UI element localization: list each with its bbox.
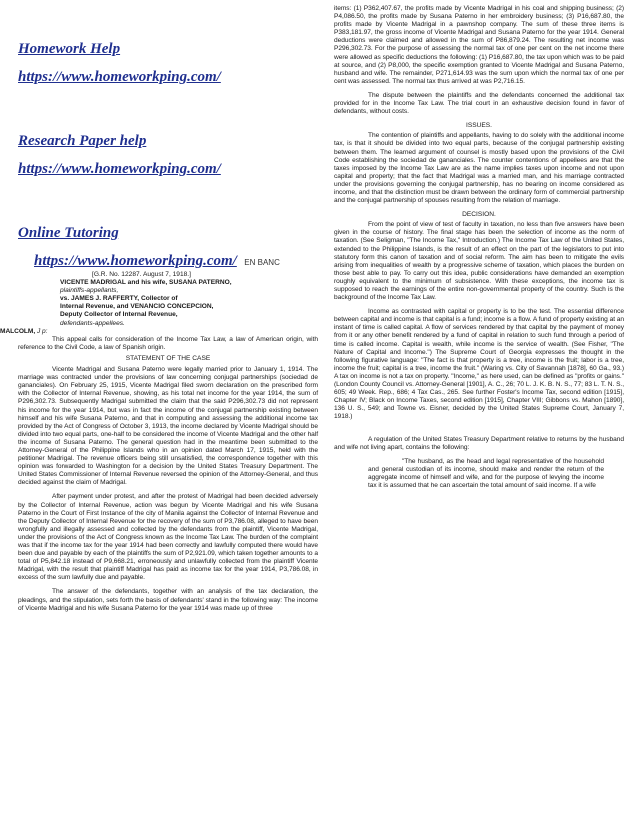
case-parties [60, 279, 318, 328]
regulation-quote: "The husband, as the head and legal representative of the household and general custodian of its income, should make and render the return of the aggregate income of himself and wife, and for the purpose of levying the income tax it is assumed that he can ascertain the total amount of said income. If a wife [368, 457, 604, 489]
homework-url-link-2[interactable]: https://www.homeworkping.com/ [18, 161, 221, 177]
homework-help-link[interactable]: Homework Help [18, 41, 121, 57]
homework-url-row [34, 252, 318, 270]
statement-paragraph-1: Vicente Madrigal and Susana Paterno were legally married prior to January 1, 1914. The marriage was contracted under the provisions of law concerning conjugal partnerships (sociedad de gananciales). On February 25, 1915, Vicente Madrigal filed sworn declaration on the prescribed form with the Collector of Internal Revenue, showing, as his total net income for the year 1914, the sum of P296,302.73. Subsequently Madrigal submitted the claim that the said P296,302.73 did not represent his income for the year 1914, but was in fact the income of the conjugal partnership existing between himself and his wife Susana Paterno, and that in computing and assessing the additional income tax provided by the Act of Congress of October 3, 1913, the income declared by Vicente Madrigal should be divided into two equal parts, one-half to be considered the income of Vicente Madrigal and the other half the income of Susana Paterno. The general question had in the meantime been submitted to the Attorney-General of the Philippine Islands who in an opinion dated March 17, 1915, held with the petitioner Madrigal. The revenue officers being still unsatisfied, the correspondence together with this opinion was forwarded to Washington for a decision by the United States Treasury Department. The United States Commissioner of Internal Revenue reversed the opinion of the Attorney-General, and thus decided against the claim of Madrigal. [18, 366, 318, 487]
issues-heading: ISSUES. [465, 122, 493, 130]
justice-line [0, 328, 318, 336]
left-column [0, 0, 318, 613]
homework-url-link-1[interactable]: https://www.homeworkping.com/ [18, 69, 221, 85]
decision-paragraph-1: From the point of view of test of faculty in taxation, no less than five answers have been given in the course of history. The final stage has been the selection of income as the norm of taxation. (See Seligman, "The Income Tax," Introduction.) The Income Tax Law of the United States, extended to the Philippine Islands, is the result of an effect on the part of the legislators to put into statutory form this canon of taxation and of social reform. The aim has been to mitigate the evils arising from inequalities of wealth by a progressive scheme of taxation, which places the burden on those best able to pay. To carry out this idea, public considerations have demanded an exemption roughly equivalent to the minimum of subsistence. With these exceptions, the income tax is supposed to reach the earnings of the entire non-governmental property of the country. Such is the background of the Income Tax Law. [334, 221, 624, 302]
income-items-paragraph: items: (1) P362,407.67, the profits made by Vicente Madrigal in his coal and shipping business; (2) P4,086.50, the profits made by Susana Paterno in her embroidery business; (3) P16,687.80, the profits made by Vicente Madrigal in a pawnshop company. The sum of these three items is P383,181.97, the gross income of Vicente Madrigal and Susana Paterno for the year 1914. General deductions were claimed and allowed in the sum of P86,879.24. The resulting net income was P296,302.73. For the purpose of assessing the normal tax of one per cent on the net income there were allowed as specific deductions the following: (1) P16,687.80, the tax upon which was to be paid at source, and (2) P8,000, the specific exemption granted to Vicente Madrigal and Susana Paterno, husband and wife. The remainder, P271,614.93 was the sum upon which the normal tax of one per cent was assessed. The normal tax thus arrived at was P2,716.15. [334, 5, 624, 85]
gr-number: [G.R. No. 12287. August 7, 1918.] [92, 271, 191, 278]
dispute-paragraph: The dispute between the plaintiffs and the defendants concerned the additional tax provided for in the Income Tax Law. The trial court in an exhaustive decision found in favor of defendants, without costs. [334, 91, 624, 116]
research-paper-help-link[interactable]: Research Paper help [18, 133, 147, 149]
right-column [334, 0, 624, 490]
en-banc-label: EN BANC [244, 258, 280, 267]
justice-name: MALCOLM, [0, 327, 36, 335]
homework-url-link-3[interactable]: https://www.homeworkping.com/ [34, 253, 237, 269]
statement-paragraph-2: After payment under protest, and after the protest of Madrigal had been decided adversely by the Collector of Internal Revenue, action was begun by Vicente Madrigal and his wife Susana Paterno in the Court of First Instance of the city of Manila against the Collector of Internal Revenue and the Deputy Collector of Internal Revenue for the recovery of the sum of P3,786.08, alleged to have been wrongfully and illegally assessed and collected by the defendants from the plaintiff, Vicente Madrigal, under the provisions of the Act of Congress known as the Income Tax Law. The burden of the complaint was that if the income tax for the year 1914 had been correctly and lawfully computed there would have been due and payable by each of the plaintiffs the sum of P2,921.09, which taken together amounts to a total of P5,842.18 instead of P9,668.21, erroneously and unlawfully collected from the plaintiff Vicente Madrigal, with the result that plaintiff Madrigal has paid as income tax for the year 1914, P3,786.08, in excess of the sum lawfully due and payable. [18, 493, 318, 582]
intro-paragraph: This appeal calls for consideration of the Income Tax Law, a law of American origin, with reference to the Civil Code, a law of Spanish origin. [18, 335, 318, 351]
versus-line: vs. JAMES J. RAFFERTY, Collector of [60, 295, 178, 303]
statement-paragraph-3: The answer of the defendants, together with an analysis of the tax declaration, the pleadings, and the stipulation, sets forth the basis of defendants' stand in the following way: The income of Vicente Madrigal and his wife Susana Paterno for the year 1914 was made up of three [18, 588, 318, 612]
decision-paragraph-2: Income as contrasted with capital or property is to be the test. The essential difference between capital and income is that capital is a fund; income is a flow. A fund of property existing at an instant of time is called capital. A flow of services rendered by that capital by the payment of money from it or any other benefit rendered by a fund of capital in relation to such fund through a period of time is called income. Capital is wealth, while income is the service of wealth. (See Fisher, "The Nature of Capital and Income.") The Supreme Court of Georgia expresses the thought in the following figurative language: "The fact is that property is a tree, income is the fruit; labor is a tree, income the fruit; capital is a tree, income the fruit." (Waring vs. City of Savannah [1878], 60 Ga., 93.) A tax on income is not a tax on property. "Income," as here used, can be defined as "profits or gains." (London County Council vs. Attorney-General [1901], A. C., 26; 70 L. J. K. B. N. S., 77; 83 L. T. N. S., 605; 49 Week. Rep., 686; 4 Tax Cas., 265. See further Foster's Income Tax, second edition [1915], Chapter IV; Black on Income Taxes, second edition [1915], Chapter VIII; Gibbons vs. Mahon [1890], 136 U. S., 549; and Towne vs. Eisner, decided by the United States Supreme Court, January 7, 1918.) [334, 308, 624, 421]
regulation-paragraph: A regulation of the United States Treasury Department relative to returns by the husband and wife not living apart, contains the following: [334, 435, 624, 451]
defendants-line-1: Internal Revenue, and VENANCIO CONCEPCION, [60, 303, 214, 311]
defendants-role: defendants-appellees. [60, 319, 125, 327]
decision-heading: DECISION. [462, 211, 496, 219]
statement-heading: STATEMENT OF THE CASE [125, 354, 211, 362]
plaintiffs-role: plaintiffs-appellants, [60, 287, 119, 295]
defendants-line-2: Deputy Collector of Internal Revenue, [60, 311, 178, 319]
issues-paragraph: The contention of plaintiffs and appellants, having to do solely with the additional income tax, is that it should be divided into two equal parts, because of the conjugal partnership existing between them. The learned argument of counsel is mostly based upon the provisions of the Civil Code establishing the sociedad de gananciales. The counter contentions of appellees are that the taxes imposed by the Income Tax Law are as the name implies taxes upon income and not upon capital and property; that the fact that Madrigal was a married man, and his marriage contracted under the provisions governing the conjugal partnership, has no bearing on income considered as income, and that the distinction must be drawn between the ordinary form of commercial partnership and the conjugal partnership of spouses resulting from the relation of marriage. [334, 132, 624, 205]
online-tutoring-link[interactable]: Online Tutoring [18, 225, 119, 241]
plaintiffs-names: VICENTE MADRIGAL and his wife, SUSANA PATERNO, [60, 279, 232, 287]
justice-suffix: J p: [36, 327, 48, 335]
